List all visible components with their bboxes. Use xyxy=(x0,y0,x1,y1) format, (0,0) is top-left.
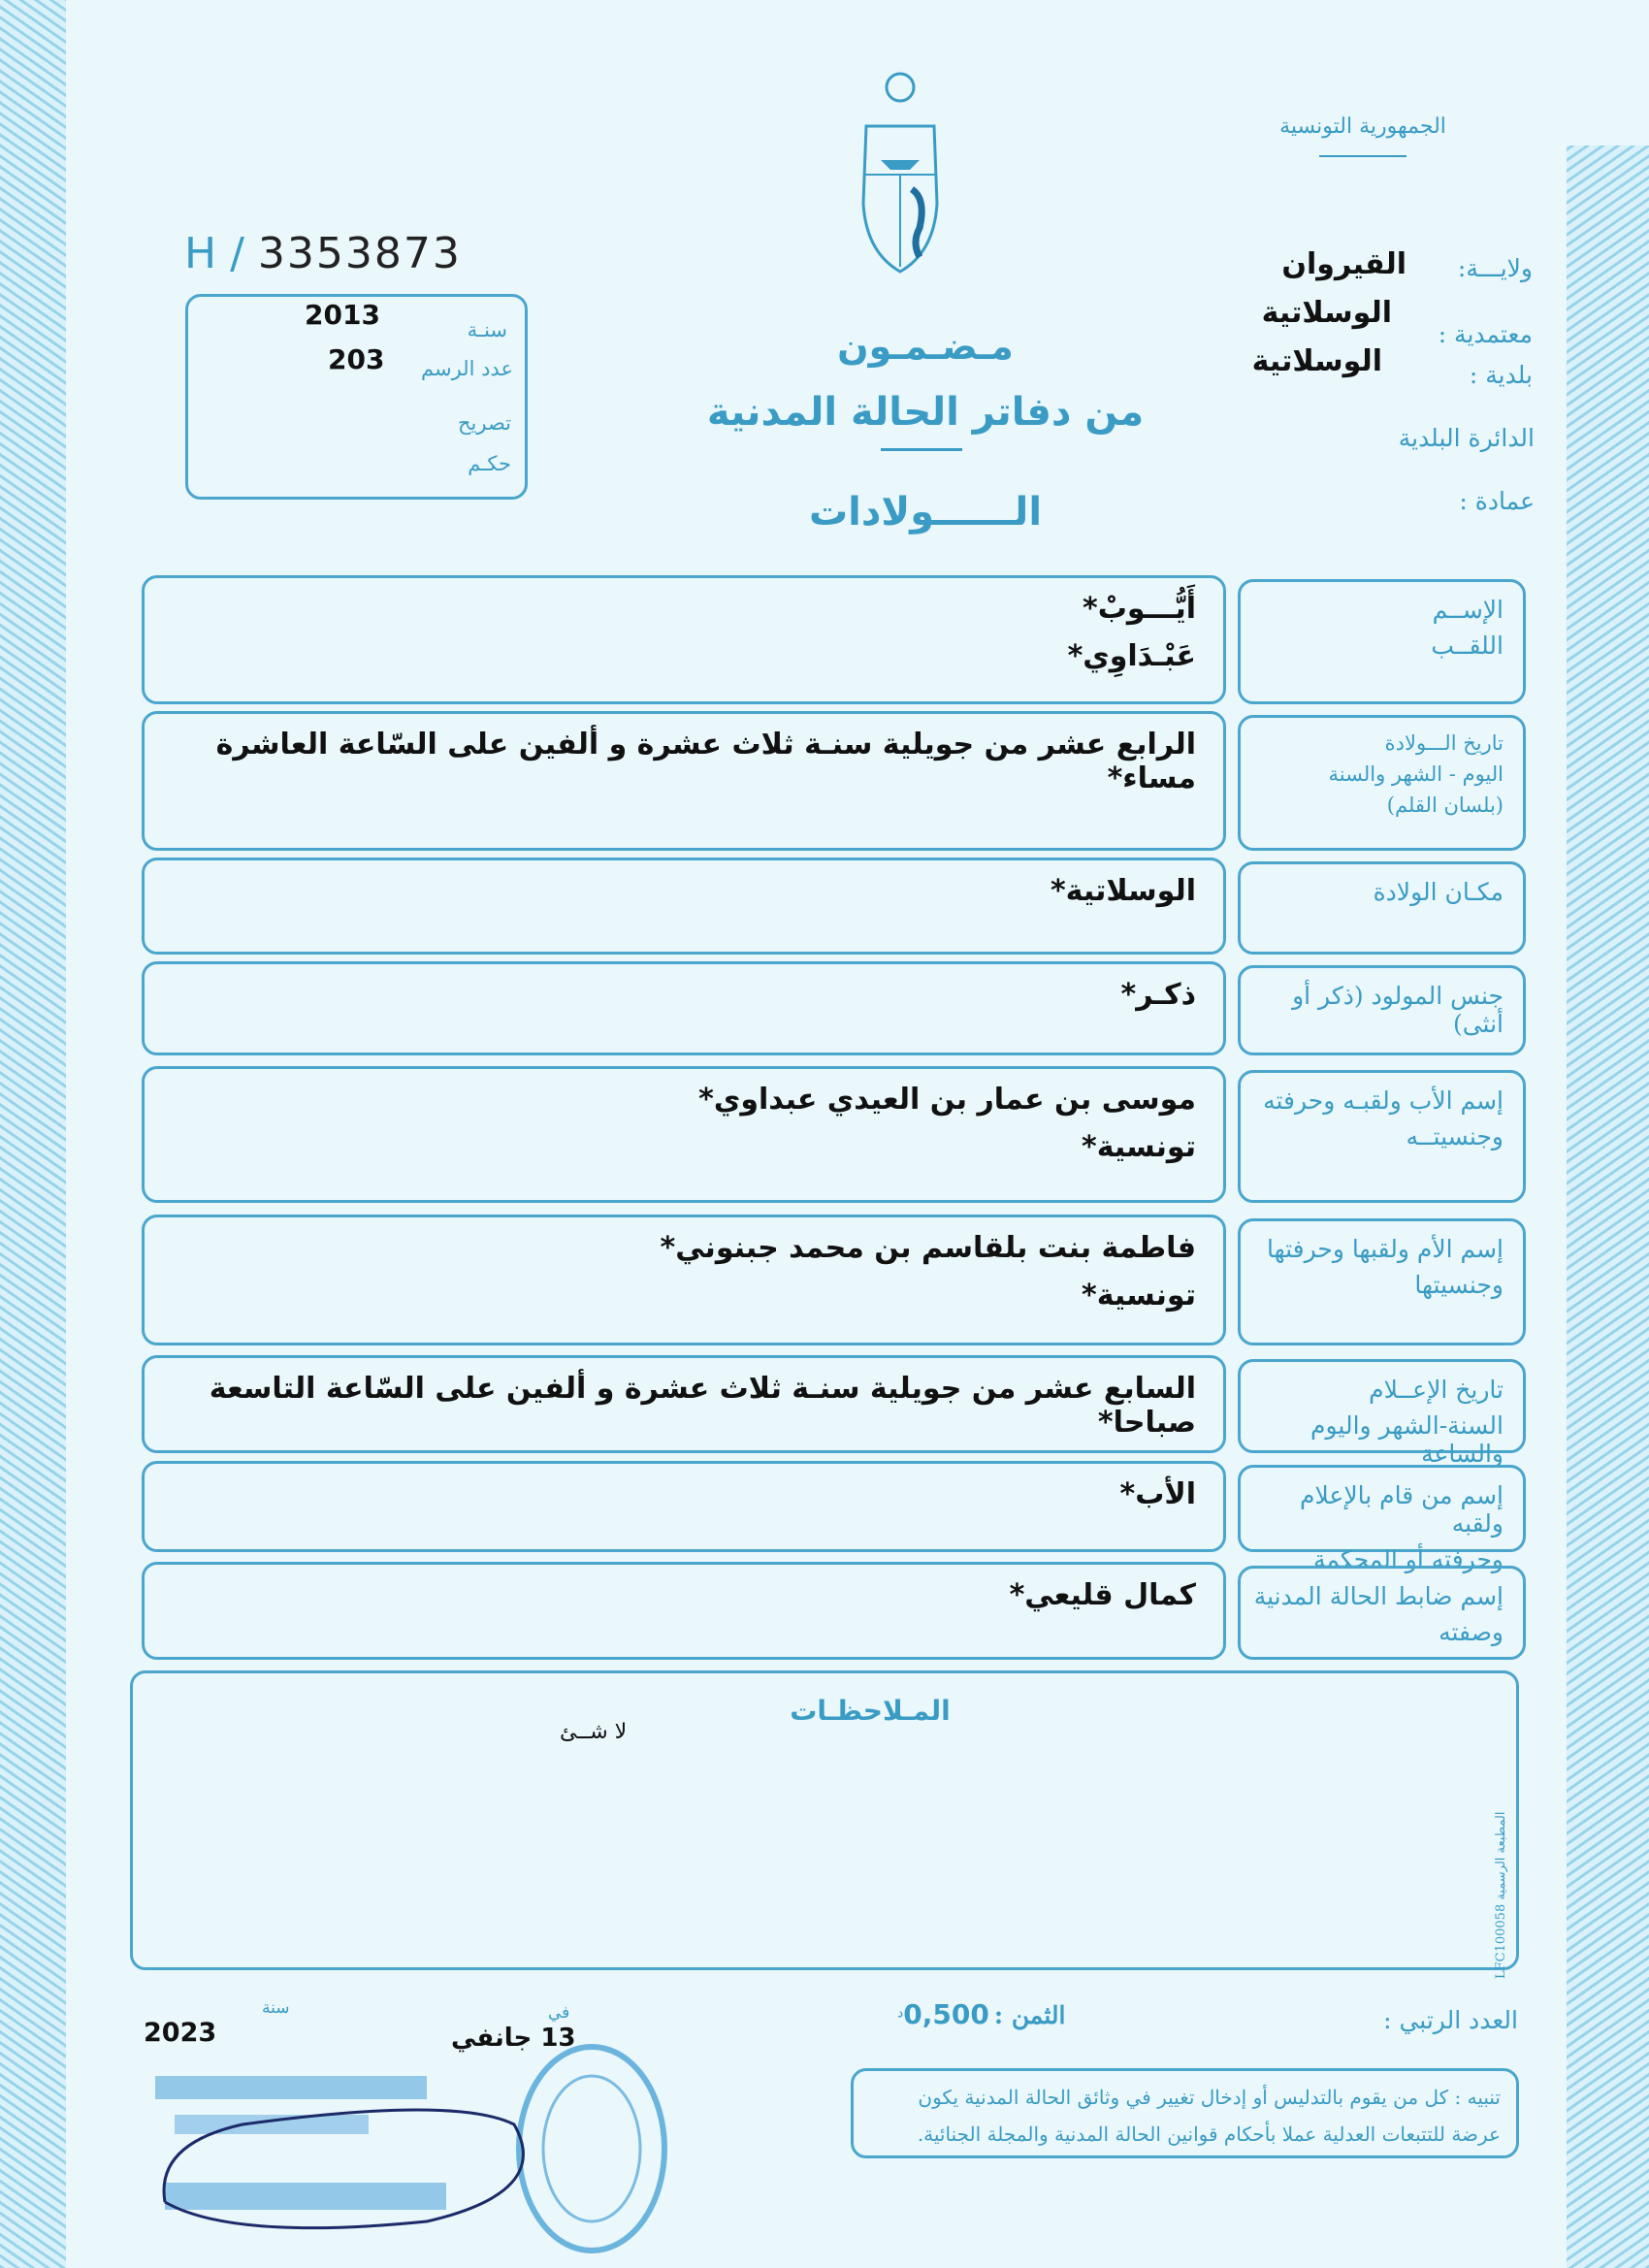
record-year-label: سنـة xyxy=(467,318,507,341)
field-label: جنس المولود (ذكر أو أنثى) xyxy=(1292,982,1504,1038)
serial-number xyxy=(184,229,462,278)
judgment-label: حكـم xyxy=(468,452,511,475)
serial-order-label: العدد الرتبي : xyxy=(1383,2006,1518,2034)
field-label: تاريخ الإعــلام xyxy=(1369,1376,1504,1404)
title-births: الــــــولادات xyxy=(808,490,1043,535)
field-label: إسم الأب ولقبـه وحرفته xyxy=(1263,1086,1504,1115)
delegation-label: معتمدية : xyxy=(1438,320,1533,348)
field-label: مكـان الولادة xyxy=(1373,878,1504,906)
serial-prefix: H / xyxy=(184,229,244,278)
issue-year: 2023 xyxy=(144,2018,217,2048)
field-value: أَيُّـــوبْ* xyxy=(1083,592,1196,626)
security-border-left xyxy=(0,0,66,2268)
field-value-box xyxy=(142,1562,1226,1660)
municipality-label: بلدية : xyxy=(1469,361,1533,389)
title-excerpt: مـضـمـون xyxy=(837,325,1014,368)
field-label: وصفته xyxy=(1439,1618,1504,1646)
field-label: وجنسيتــه xyxy=(1406,1122,1504,1150)
issue-date-prefix: في xyxy=(548,2003,570,2023)
field-value: السابع عشر من جويلية سنـة ثلاث عشرة و ألفين على السّاعة التاسعة صباحا* xyxy=(209,1372,1196,1440)
security-border-right xyxy=(1567,146,1649,2268)
field-value-box xyxy=(142,1066,1226,1203)
field-value-box xyxy=(142,1461,1226,1552)
field-label: إسم ضابط الحالة المدنية xyxy=(1253,1582,1504,1610)
field-value: موسى بن عمار بن العيدي عبداوي* xyxy=(698,1083,1196,1117)
field-label: السنة-الشهر واليوم والساعة xyxy=(1310,1411,1504,1468)
field-label: إسم الأم ولقبها وحرفتها xyxy=(1266,1235,1504,1263)
field-value: عَبْـدَاوِي* xyxy=(1067,639,1196,673)
record-number-label: عدد الرسم xyxy=(421,357,513,380)
field-value-box xyxy=(142,858,1226,955)
delegation-value: الوسلاتية xyxy=(1261,296,1392,330)
field-label: الإســم xyxy=(1432,596,1504,624)
municipality-value: الوسلاتية xyxy=(1251,344,1382,378)
field-label-box xyxy=(1238,965,1526,1055)
field-label: إسم من قام بالإعلام ولقبه xyxy=(1300,1481,1504,1538)
serial-value: 3353873 xyxy=(257,229,462,278)
field-label: (بلسان القلم) xyxy=(1386,794,1504,817)
field-value: الرابع عشر من جويلية سنـة ثلاث عشرة و ألفين على السّاعة العاشرة مساء* xyxy=(215,728,1196,795)
warning-text: تنبيه : كل من يقوم بالتدليس أو إدخال تغيير في وثائق الحالة المدنية يكون عرضة للتتبعات العدلية عملا بأحكام قوانين الحالة المدنية والمجلة الجنائية. xyxy=(917,2086,1501,2146)
record-box xyxy=(185,294,528,500)
field-value: تونسية* xyxy=(1082,1279,1196,1312)
title-underline xyxy=(881,448,962,451)
field-label: اللقــب xyxy=(1431,632,1504,660)
field-label-box xyxy=(1238,1465,1526,1573)
price xyxy=(897,1998,1065,2030)
field-value-box xyxy=(142,575,1226,704)
field-value: فاطمة بنت بلقاسم بن محمد جبنوني* xyxy=(660,1231,1196,1265)
printer-mark: المطبعة الرسمية LFC100058 xyxy=(1494,1811,1508,1979)
divider xyxy=(1319,155,1406,157)
record-number-value: 203 xyxy=(328,343,385,375)
field-label: وحرفته أو المحكمة xyxy=(1313,1545,1504,1573)
field-label-box xyxy=(1238,1566,1526,1660)
field-value-box xyxy=(142,1215,1226,1345)
field-label-box xyxy=(1238,579,1526,704)
field-value-box xyxy=(142,1355,1226,1453)
remarks-box xyxy=(130,1670,1519,1970)
field-label-box xyxy=(1238,715,1526,851)
field-label: وجنسيتها xyxy=(1414,1271,1504,1299)
field-value: تونسية* xyxy=(1082,1130,1196,1164)
republic-title: الجمهورية التونسية xyxy=(1279,114,1446,139)
coat-of-arms-emblem xyxy=(852,68,949,276)
field-label-box xyxy=(1238,1359,1526,1468)
field-value: الوسلاتية* xyxy=(1050,874,1196,908)
field-value: الأب* xyxy=(1119,1477,1196,1511)
declaration-label: تصريح xyxy=(457,411,511,435)
governorate-value: القيروان xyxy=(1281,247,1406,281)
price-value: 0,500 xyxy=(903,1998,989,2030)
remarks-title: المـلاحظـات xyxy=(790,1695,951,1727)
field-value: كمال قليعي* xyxy=(1009,1578,1196,1612)
governorate-label: ولايـــة: xyxy=(1457,254,1533,282)
warning-box xyxy=(851,2068,1519,2158)
record-year-value: 2013 xyxy=(305,299,380,331)
omda-label: عمادة : xyxy=(1459,487,1535,515)
field-label-box xyxy=(1238,861,1526,955)
field-label: تاريخ الـــولادة xyxy=(1384,731,1504,755)
field-label-box xyxy=(1238,1218,1526,1345)
price-unit: د xyxy=(897,2005,904,2022)
price-label: الثمن : xyxy=(993,2001,1066,2029)
title-registers: من دفاتر الحالة المدنية xyxy=(706,390,1145,435)
field-value-box xyxy=(142,961,1226,1055)
field-value-box xyxy=(142,711,1226,851)
issue-year-label: سنة xyxy=(262,1998,290,2018)
field-label-box xyxy=(1238,1070,1526,1203)
district-label: الدائرة البلدية xyxy=(1398,424,1535,452)
remarks-value: لا شــئ xyxy=(560,1720,628,1744)
official-stamp xyxy=(136,2037,718,2260)
field-label: اليوم - الشهر والسنة xyxy=(1328,762,1504,786)
field-value: ذكـر* xyxy=(1120,978,1196,1012)
issue-date: 13 جانفي xyxy=(451,2024,576,2053)
